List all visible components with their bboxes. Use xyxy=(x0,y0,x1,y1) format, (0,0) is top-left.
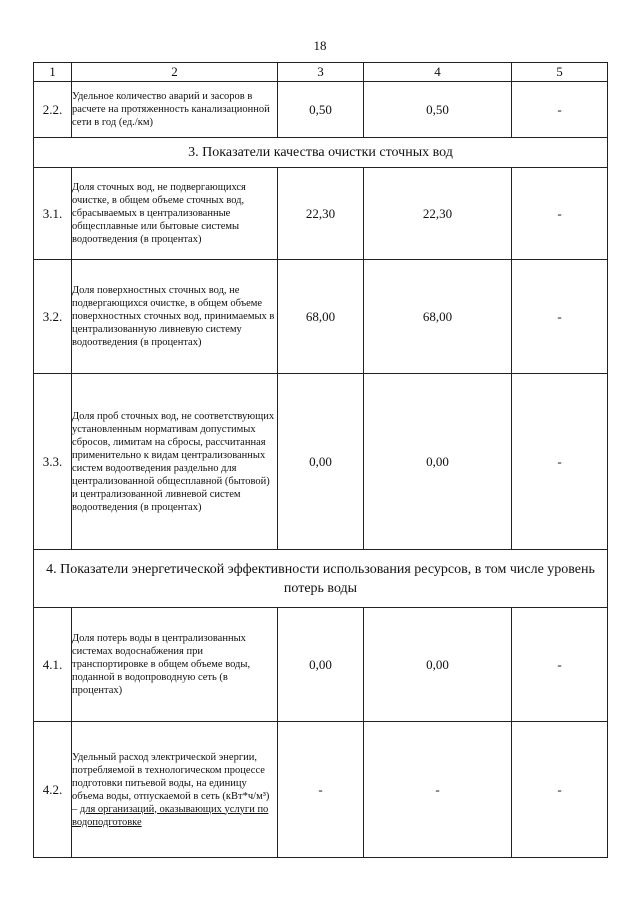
value-col-5: - xyxy=(512,260,608,374)
table-row xyxy=(34,260,608,374)
column-header-3: 3 xyxy=(278,63,364,82)
value-col-3: 0,50 xyxy=(278,82,364,138)
row-description: Удельное количество аварий и засоров в расчете на протяженность канализационной сети в год (ед./км) xyxy=(72,82,278,138)
value-col-5: - xyxy=(512,82,608,138)
table-row xyxy=(34,722,608,858)
value-col-3: 0,00 xyxy=(278,374,364,550)
row-number: 3.2. xyxy=(34,260,72,374)
value-col-3: - xyxy=(278,722,364,858)
section-title: 4. Показатели энергетической эффективности использования ресурсов, в том числе уровень потерь воды xyxy=(34,550,608,608)
value-col-5: - xyxy=(512,608,608,722)
table-header-row xyxy=(34,63,608,82)
page-number: 18 xyxy=(313,38,327,53)
row-number: 2.2. xyxy=(34,82,72,138)
value-col-5: - xyxy=(512,374,608,550)
table-row xyxy=(34,82,608,138)
table-row xyxy=(34,608,608,722)
value-col-5: - xyxy=(512,168,608,260)
section-title: 3. Показатели качества очистки сточных вод xyxy=(34,138,608,168)
value-col-4: 68,00 xyxy=(364,260,512,374)
row-number: 3.1. xyxy=(34,168,72,260)
section-row xyxy=(34,550,608,608)
table-row xyxy=(34,168,608,260)
row-description-text: Удельный расход электрической энергии, потребляемой в технологическом процессе подготовки питьевой воды, на единицу объема воды, отпускаемой в сеть (кВт*ч/м³) – xyxy=(72,751,270,815)
table-row xyxy=(34,374,608,550)
row-description: Доля потерь воды в централизованных системах водоснабжения при транспортировке в общем объеме воды, поданной в водопроводную сеть (в процентах) xyxy=(72,608,278,722)
section-row xyxy=(34,138,608,168)
value-col-4: - xyxy=(364,722,512,858)
column-header-2: 2 xyxy=(72,63,278,82)
row-number: 4.2. xyxy=(34,722,72,858)
column-header-5: 5 xyxy=(512,63,608,82)
row-number: 3.3. xyxy=(34,374,72,550)
row-description: Доля сточных вод, не подвергающихся очистке, в общем объеме сточных вод, сбрасываемых в централизованные общесплавные или бытовые системы водоотведения (в процентах) xyxy=(72,168,278,260)
row-number: 4.1. xyxy=(34,608,72,722)
value-col-3: 68,00 xyxy=(278,260,364,374)
column-header-4: 4 xyxy=(364,63,512,82)
column-header-1: 1 xyxy=(34,63,72,82)
value-col-4: 22,30 xyxy=(364,168,512,260)
value-col-5: - xyxy=(512,722,608,858)
value-col-4: 0,00 xyxy=(364,374,512,550)
value-col-4: 0,50 xyxy=(364,82,512,138)
row-description-underlined: для организаций, оказывающих услуги по водоподготовке xyxy=(72,803,269,828)
row-description: Доля проб сточных вод, не соответствующих установленным нормативам допустимых сбросов, лимитам на сбросы, рассчитанная применительно к видам централизованных систем водоотведения раздельно для централизованной общесплавной (бытовой) и централизованной ливневой систем водоотведения (в процентах) xyxy=(72,374,278,550)
value-col-3: 0,00 xyxy=(278,608,364,722)
value-col-4: 0,00 xyxy=(364,608,512,722)
row-description xyxy=(72,722,278,858)
indicators-table xyxy=(33,62,608,858)
value-col-3: 22,30 xyxy=(278,168,364,260)
row-description: Доля поверхностных сточных вод, не подвергающихся очистке, в общем объеме поверхностных сточных вод, принимаемых в централизованную ливневую систему водоотведения (в процентах) xyxy=(72,260,278,374)
